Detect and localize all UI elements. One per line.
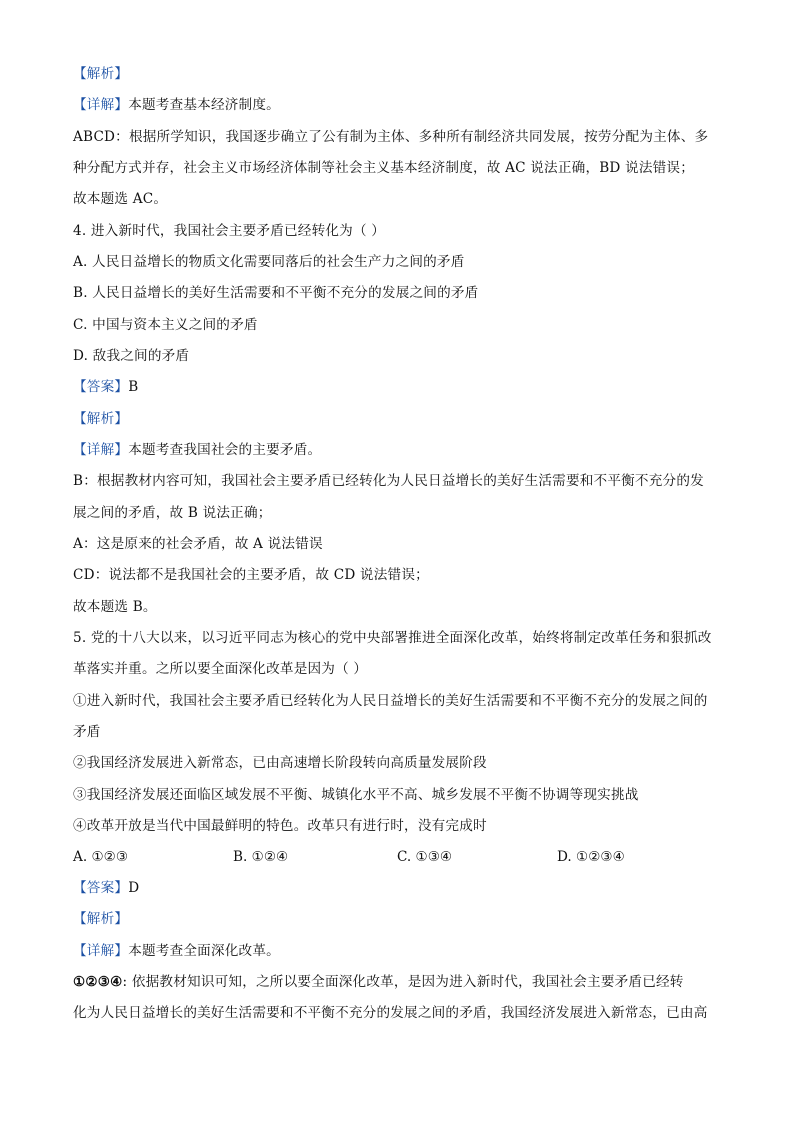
line-text: 本题考查基本经济制度。 <box>128 97 280 113</box>
doc-line <box>73 189 167 209</box>
doc-line <box>73 722 101 742</box>
line-text: A：这是原来的社会矛盾，故 A 说法错误 <box>73 536 323 552</box>
doc-line <box>73 785 639 805</box>
line-text: ②我国经济发展进入新常态，已由高速增长阶段转向高质量发展阶段 <box>73 755 487 771</box>
section-tag: 【答案】 <box>73 880 129 896</box>
line-text: B <box>128 379 139 395</box>
line-text: A. 人民日益增长的物质文化需要同落后的社会生产力之间的矛盾 <box>73 254 465 270</box>
question-stem <box>73 221 385 241</box>
section-tag: 【详解】 <box>73 442 129 458</box>
doc-line <box>73 941 280 961</box>
line-text: 本题考查全面深化改革。 <box>128 943 280 959</box>
doc-line <box>73 972 684 992</box>
doc-line <box>73 440 321 460</box>
line-text: 种分配方式并存，社会主义市场经济体制等社会主义基本经济制度，故 AC 说法正确，BD 说法错误； <box>73 160 695 176</box>
section-tag: 【解析】 <box>73 411 129 427</box>
option-line <box>73 283 478 303</box>
option-line <box>73 346 189 366</box>
section-tag: 【详解】 <box>73 97 129 113</box>
line-text: 5. 党的十八大以来，以习近平同志为核心的党中央部署推进全面深化改革，始终将制定改革任务和狠抓改 <box>73 630 712 646</box>
doc-line <box>73 1003 708 1023</box>
option-b: B. ①②④ <box>233 849 289 865</box>
line-text: D. 敌我之间的矛盾 <box>73 348 190 364</box>
doc-line <box>73 409 128 429</box>
line-text: B：根据教材内容可知，我国社会主要矛盾已经转化为人民日益增长的美好生活需要和不平衡不充分的发 <box>73 473 704 489</box>
doc-line <box>73 534 323 554</box>
line-text: 展之间的矛盾，故 B 说法正确； <box>73 505 272 521</box>
line-text: ①进入新时代，我国社会主要矛盾已经转化为人民日益增长的美好生活需要和不平衡不充分的发展之间的 <box>73 693 708 709</box>
section-tag: 【解析】 <box>73 66 129 82</box>
line-text: B. 人民日益增长的美好生活需要和不平衡不充分的发展之间的矛盾 <box>73 285 479 301</box>
answer-line <box>73 878 139 898</box>
doc-line <box>73 95 280 115</box>
line-text: ④改革开放是当代中国最鲜明的特色。改革只有进行时，没有完成时 <box>73 818 487 834</box>
line-text: D <box>128 880 140 896</box>
doc-line <box>73 64 128 84</box>
doc-line <box>73 816 487 836</box>
question-stem <box>73 659 367 679</box>
option-a: A. ①②③ <box>73 849 129 865</box>
doc-line <box>73 127 708 147</box>
question-stem <box>73 628 712 648</box>
doc-line <box>73 691 708 711</box>
line-text: ③我国经济发展还面临区域发展不平衡、城镇化水平不高、城乡发展不平衡不协调等现实挑战 <box>73 787 639 803</box>
line-text: 4. 进入新时代，我国社会主要矛盾已经转化为（ ） <box>73 223 386 239</box>
doc-line <box>73 503 272 523</box>
line-text: 矛盾 <box>73 724 101 740</box>
line-text: CD：说法都不是我国社会的主要矛盾，故 CD 说法错误； <box>73 567 429 583</box>
doc-line <box>73 909 128 929</box>
line-text: 化为人民日益增长的美好生活需要和不平衡不充分的发展之间的矛盾，我国经济发展进入新常态，已由高 <box>73 1005 708 1021</box>
line-text: 故本题选 B。 <box>73 599 157 615</box>
line-text: 革落实并重。之所以要全面深化改革是因为（ ） <box>73 661 368 677</box>
line-text: C. 中国与资本主义之间的矛盾 <box>73 317 258 333</box>
section-tag: 【答案】 <box>73 379 129 395</box>
line-text: ABCD：根据所学知识，我国逐步确立了公有制为主体、多种所有制经济共同发展，按劳分配为主体、多 <box>73 129 709 145</box>
option-d: D. ①②③④ <box>557 849 625 865</box>
option-line <box>73 315 258 335</box>
line-text: 本题考查我国社会的主要矛盾。 <box>128 442 322 458</box>
line-text: : 依据教材知识可知，之所以要全面深化改革，是因为进入新时代，我国社会主要矛盾已经转 <box>122 974 684 990</box>
doc-line <box>73 597 157 617</box>
section-tag: 【详解】 <box>73 943 129 959</box>
doc-line <box>73 471 704 491</box>
line-text: 故本题选 AC。 <box>73 191 168 207</box>
doc-line <box>73 158 694 178</box>
option-line <box>73 252 465 272</box>
doc-line <box>73 565 429 585</box>
section-tag: 【解析】 <box>73 911 129 927</box>
answer-line <box>73 377 138 397</box>
bold-options: ①②③④ <box>73 974 123 990</box>
option-c: C. ①③④ <box>397 849 453 865</box>
doc-line <box>73 753 487 773</box>
